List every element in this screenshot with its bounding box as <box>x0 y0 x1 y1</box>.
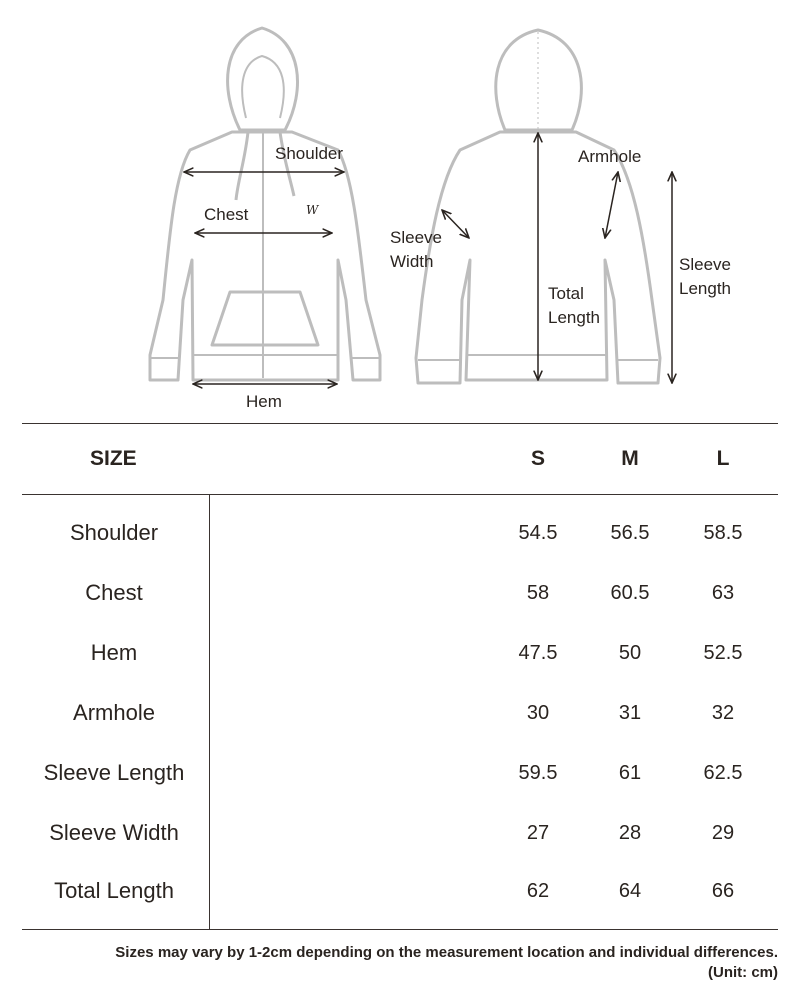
cell-s: 27 <box>526 822 550 844</box>
cell-l: 66 <box>711 880 735 902</box>
cell-s: 47.5 <box>518 642 558 664</box>
row-label: Armhole <box>73 700 155 725</box>
cell-m: 31 <box>618 702 642 724</box>
table-row <box>0 813 800 853</box>
measurement-note: Sizes may vary by 1-2cm depending on the measurement location and individual differences. <box>115 944 778 961</box>
table-row <box>0 633 800 673</box>
table-row <box>0 513 800 553</box>
label-armhole: Armhole <box>578 147 642 166</box>
label-total-length: Total Length <box>548 284 600 327</box>
table-bottom-rule <box>22 929 778 930</box>
cell-l: 63 <box>711 582 735 604</box>
label-sleeve-length: Sleeve Length <box>679 255 731 298</box>
table-top-rule <box>22 423 778 424</box>
row-label: Sleeve Width <box>49 820 179 845</box>
unit-note: (Unit: cm) <box>708 964 778 981</box>
cell-m: 64 <box>618 880 642 902</box>
size-m-header: M <box>621 447 639 470</box>
svg-text:W: W <box>306 203 319 217</box>
label-shoulder: Shoulder <box>275 144 344 163</box>
table-row <box>0 573 800 613</box>
cell-m: 28 <box>618 822 642 844</box>
cell-m: 50 <box>618 642 642 664</box>
cell-l: 58.5 <box>703 522 743 544</box>
size-s-header: S <box>530 447 545 470</box>
table-row <box>0 693 800 733</box>
cell-l: 62.5 <box>703 762 743 784</box>
cell-s: 54.5 <box>518 522 558 544</box>
cell-s: 58 <box>526 582 550 604</box>
cell-l: 32 <box>711 702 735 724</box>
row-label: Total Length <box>54 878 174 903</box>
row-label: Hem <box>90 640 138 665</box>
label-chest: Chest <box>204 205 249 224</box>
row-label: Sleeve Length <box>43 760 185 785</box>
hoodie-measurement-diagram <box>0 0 800 420</box>
size-l-header: L <box>716 447 730 470</box>
cell-l: 29 <box>711 822 735 844</box>
table-header-rule <box>22 494 778 495</box>
cell-m: 56.5 <box>610 522 650 544</box>
cell-s: 30 <box>526 702 550 724</box>
size-header: SIZE <box>90 447 137 470</box>
cell-m: 60.5 <box>610 582 650 604</box>
cell-s: 59.5 <box>518 762 558 784</box>
cell-s: 62 <box>526 880 550 902</box>
cell-m: 61 <box>618 762 642 784</box>
label-sleeve-width: Sleeve Width <box>390 228 442 271</box>
label-hem: Hem <box>246 392 282 411</box>
row-label: Chest <box>85 580 143 605</box>
hoodie-front <box>150 28 380 380</box>
table-row <box>0 871 800 911</box>
table-row <box>0 753 800 793</box>
row-label: Shoulder <box>69 520 159 545</box>
cell-l: 52.5 <box>703 642 743 664</box>
